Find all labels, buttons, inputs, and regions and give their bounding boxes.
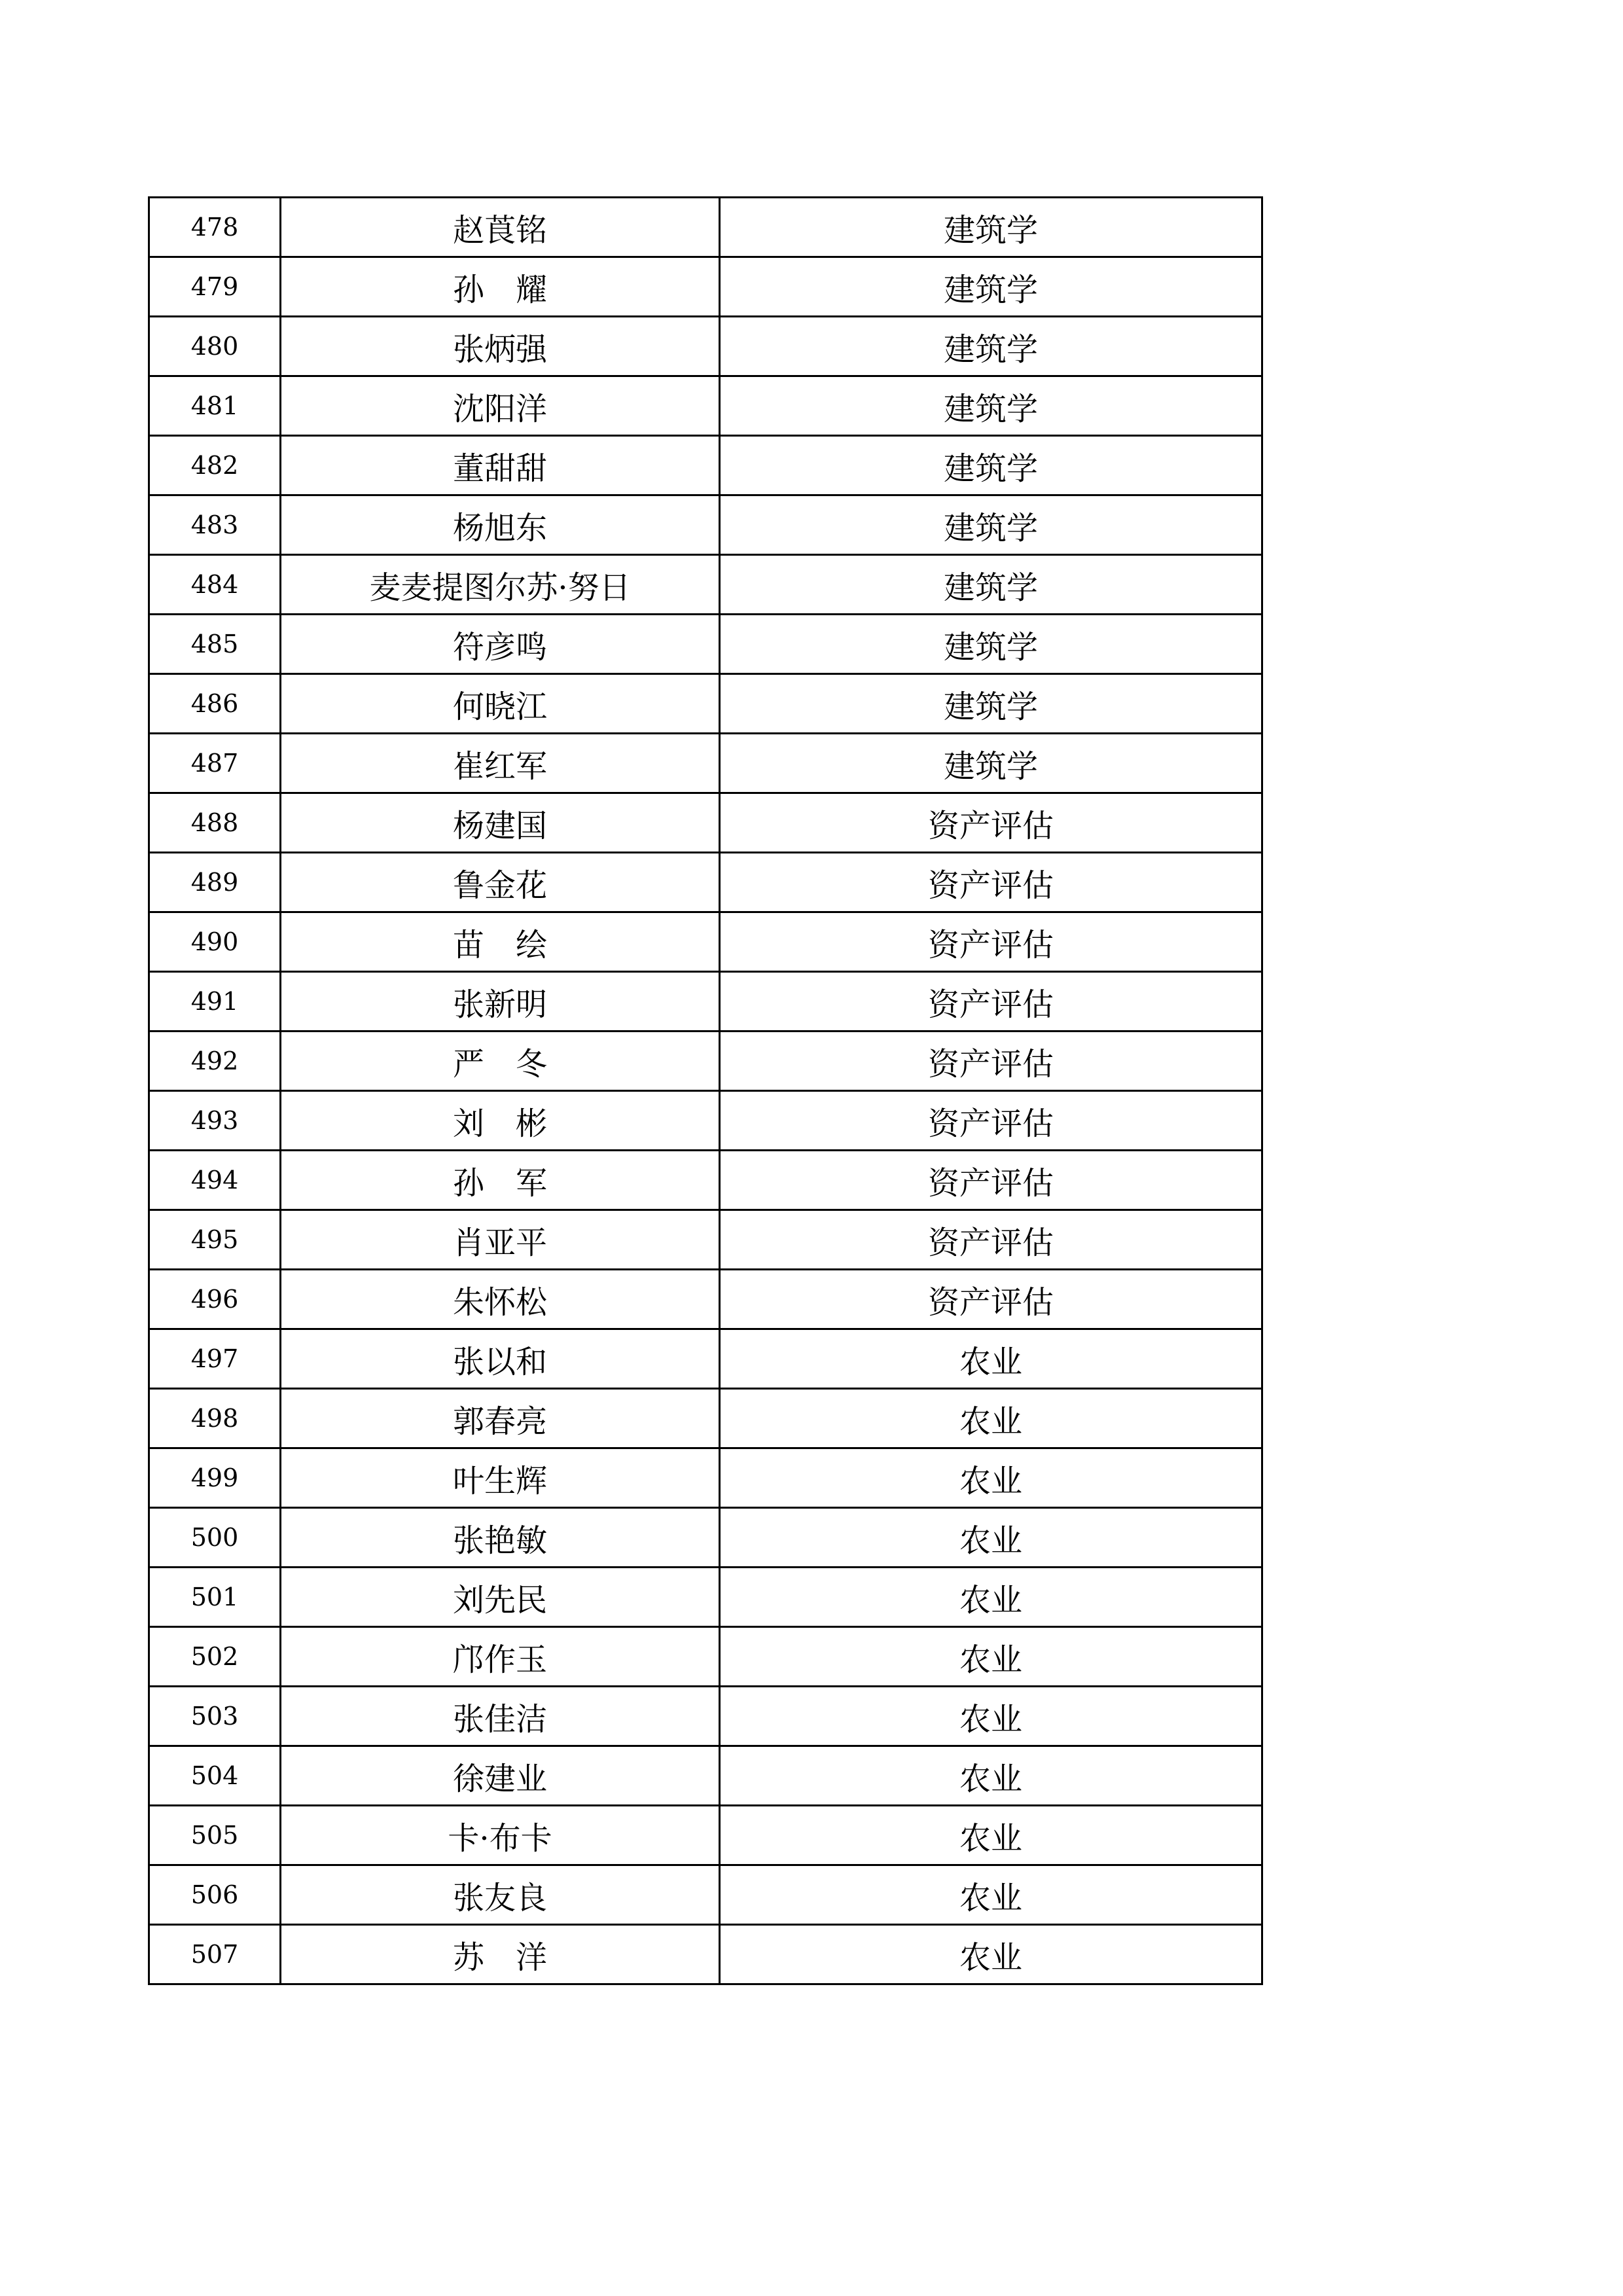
major-cell: 农业 [720,1865,1262,1925]
row-number-cell: 505 [149,1806,281,1865]
table-row [149,1627,1262,1687]
row-number-cell: 480 [149,317,281,376]
name-cell: 徐建业 [281,1746,720,1806]
table-row [149,734,1262,793]
table-row [149,853,1262,912]
table-row [149,793,1262,853]
major-cell: 资产评估 [720,853,1262,912]
major-cell: 农业 [720,1806,1262,1865]
major-cell: 农业 [720,1925,1262,1984]
major-cell: 建筑学 [720,436,1262,495]
table-row [149,1865,1262,1925]
major-cell: 农业 [720,1448,1262,1508]
major-cell: 资产评估 [720,1210,1262,1270]
name-cell: 崔红军 [281,734,720,793]
table-row [149,376,1262,436]
name-cell: 张友良 [281,1865,720,1925]
major-cell: 建筑学 [720,376,1262,436]
major-cell: 资产评估 [720,1151,1262,1210]
table-row [149,436,1262,495]
major-cell: 建筑学 [720,495,1262,555]
table-row [149,972,1262,1031]
row-number-cell: 481 [149,376,281,436]
major-cell: 建筑学 [720,734,1262,793]
major-cell: 资产评估 [720,972,1262,1031]
table-row [149,1448,1262,1508]
name-cell: 张新明 [281,972,720,1031]
major-cell: 建筑学 [720,615,1262,674]
table-row [149,1091,1262,1151]
row-number-cell: 500 [149,1508,281,1568]
row-number-cell: 484 [149,555,281,615]
table-row [149,912,1262,972]
name-cell: 麦麦提图尔苏·努日 [281,555,720,615]
row-number-cell: 503 [149,1687,281,1746]
row-number-cell: 479 [149,257,281,317]
major-cell: 资产评估 [720,912,1262,972]
row-number-cell: 486 [149,674,281,734]
row-number-cell: 496 [149,1270,281,1329]
table-row [149,1925,1262,1984]
roster-table-body [149,198,1262,1984]
table-row [149,674,1262,734]
major-cell: 建筑学 [720,674,1262,734]
name-cell: 刘先民 [281,1568,720,1627]
name-cell: 肖亚平 [281,1210,720,1270]
table-row [149,1210,1262,1270]
major-cell: 农业 [720,1746,1262,1806]
major-cell: 建筑学 [720,555,1262,615]
table-row [149,555,1262,615]
row-number-cell: 490 [149,912,281,972]
roster-table [148,196,1263,1985]
row-number-cell: 504 [149,1746,281,1806]
row-number-cell: 497 [149,1329,281,1389]
name-cell: 何晓江 [281,674,720,734]
name-cell: 张以和 [281,1329,720,1389]
row-number-cell: 495 [149,1210,281,1270]
table-row [149,1031,1262,1091]
row-number-cell: 499 [149,1448,281,1508]
row-number-cell: 506 [149,1865,281,1925]
row-number-cell: 493 [149,1091,281,1151]
name-cell: 沈阳洋 [281,376,720,436]
row-number-cell: 488 [149,793,281,853]
major-cell: 农业 [720,1627,1262,1687]
major-cell: 资产评估 [720,793,1262,853]
major-cell: 农业 [720,1568,1262,1627]
name-cell: 杨旭东 [281,495,720,555]
name-cell: 董甜甜 [281,436,720,495]
major-cell: 农业 [720,1389,1262,1448]
table-row [149,198,1262,257]
table-row [149,1687,1262,1746]
major-cell: 建筑学 [720,198,1262,257]
table-row [149,1389,1262,1448]
row-number-cell: 489 [149,853,281,912]
table-row [149,495,1262,555]
major-cell: 资产评估 [720,1270,1262,1329]
row-number-cell: 501 [149,1568,281,1627]
name-cell: 杨建国 [281,793,720,853]
major-cell: 资产评估 [720,1091,1262,1151]
table-row [149,1151,1262,1210]
name-cell: 叶生辉 [281,1448,720,1508]
row-number-cell: 507 [149,1925,281,1984]
name-cell: 卡·布卡 [281,1806,720,1865]
row-number-cell: 483 [149,495,281,555]
major-cell: 农业 [720,1508,1262,1568]
table-row [149,1806,1262,1865]
row-number-cell: 491 [149,972,281,1031]
name-cell: 张艳敏 [281,1508,720,1568]
name-cell: 张佳洁 [281,1687,720,1746]
table-row [149,1270,1262,1329]
row-number-cell: 482 [149,436,281,495]
name-cell: 符彦鸣 [281,615,720,674]
name-cell: 朱怀松 [281,1270,720,1329]
row-number-cell: 498 [149,1389,281,1448]
name-cell: 鲁金花 [281,853,720,912]
major-cell: 资产评估 [720,1031,1262,1091]
row-number-cell: 485 [149,615,281,674]
major-cell: 建筑学 [720,257,1262,317]
table-row [149,1508,1262,1568]
name-cell: 刘 彬 [281,1091,720,1151]
major-cell: 农业 [720,1687,1262,1746]
name-cell: 苏 洋 [281,1925,720,1984]
name-cell: 郭春亮 [281,1389,720,1448]
major-cell: 农业 [720,1329,1262,1389]
row-number-cell: 502 [149,1627,281,1687]
name-cell: 严 冬 [281,1031,720,1091]
row-number-cell: 478 [149,198,281,257]
table-row [149,257,1262,317]
name-cell: 苗 绘 [281,912,720,972]
table-row [149,1746,1262,1806]
name-cell: 张炳强 [281,317,720,376]
major-cell: 建筑学 [720,317,1262,376]
name-cell: 孙 军 [281,1151,720,1210]
table-row [149,317,1262,376]
table-row [149,615,1262,674]
table-row [149,1329,1262,1389]
row-number-cell: 487 [149,734,281,793]
table-row [149,1568,1262,1627]
name-cell: 赵莨铭 [281,198,720,257]
row-number-cell: 494 [149,1151,281,1210]
row-number-cell: 492 [149,1031,281,1091]
name-cell: 邝作玉 [281,1627,720,1687]
name-cell: 孙 耀 [281,257,720,317]
